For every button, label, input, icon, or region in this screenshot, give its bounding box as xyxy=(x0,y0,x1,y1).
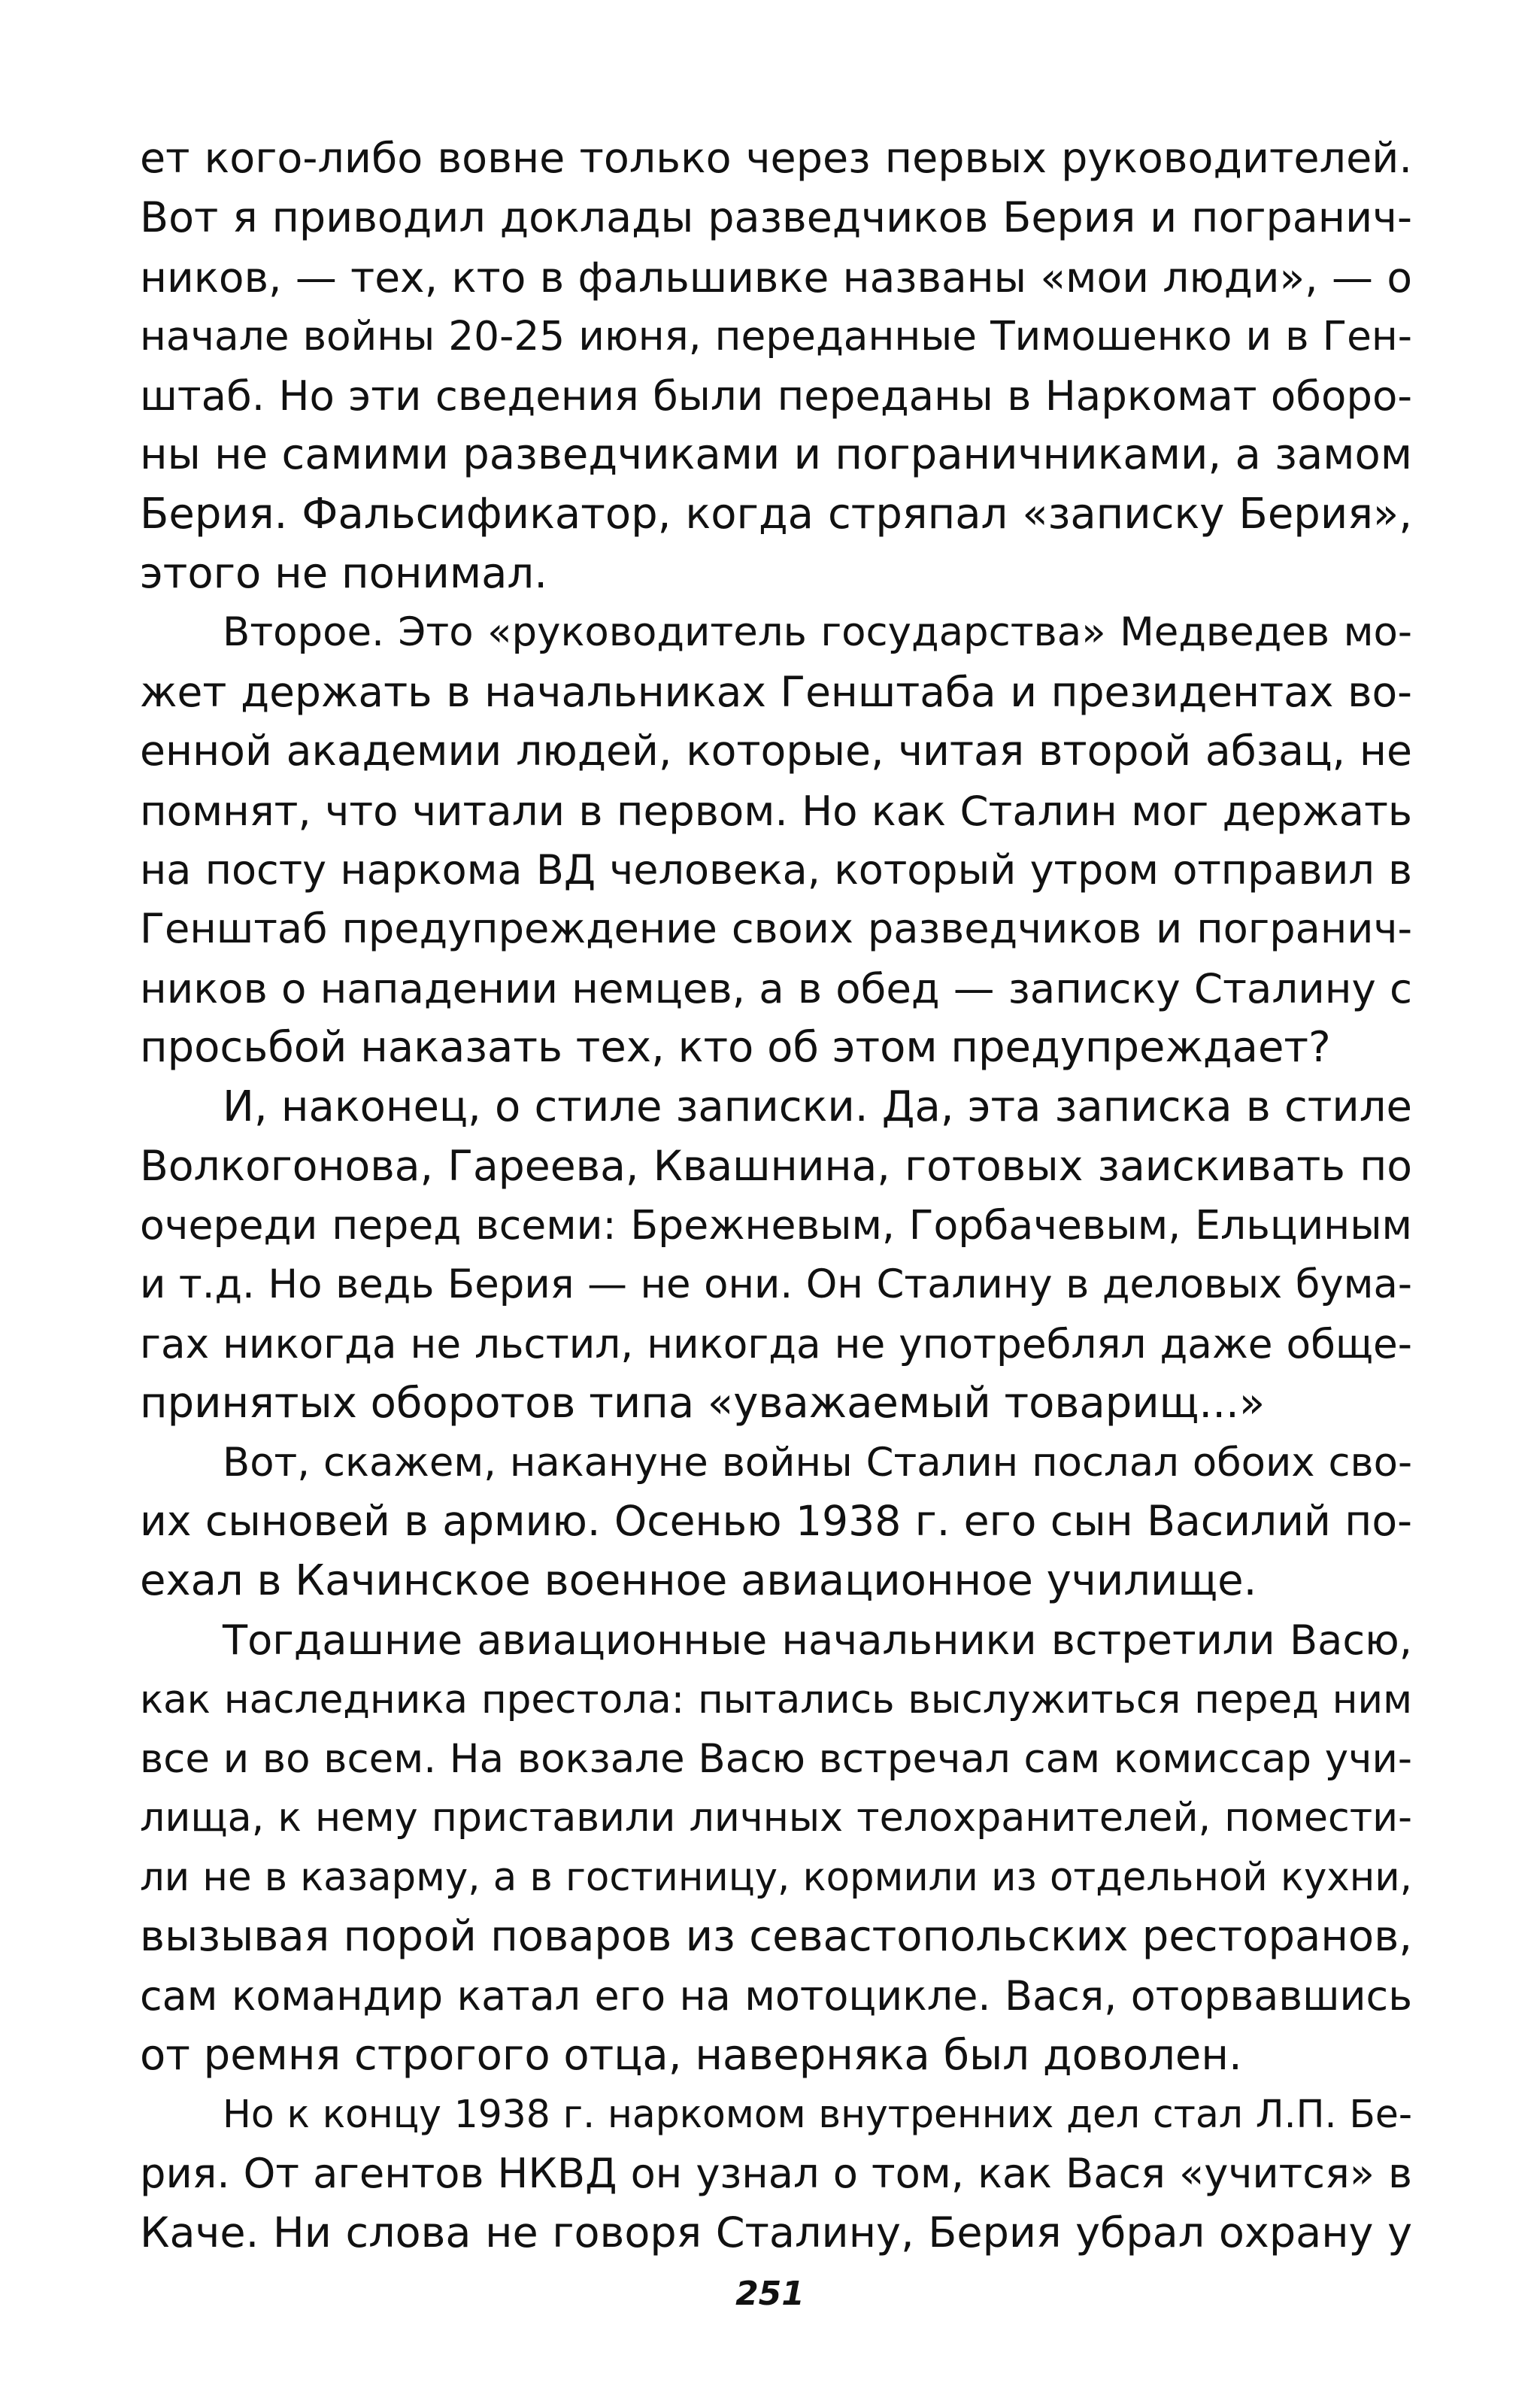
text-line: вызывая порой поваров из севастопольских ресторанов, xyxy=(140,1911,1412,1961)
text-line: гах никогда не льстил, никогда не употреблял даже обще- xyxy=(140,1320,1412,1367)
text-line: принятых оборотов типа «уважаемый товарищ...» xyxy=(140,1378,1266,1428)
text-line: штаб. Но эти сведения были переданы в Наркомат оборо- xyxy=(140,372,1412,420)
text-line: ет кого-либо вовне только через первых руководителей. xyxy=(140,134,1412,183)
text-line: помнят, что читали в первом. Но как Сталин мог держать xyxy=(140,786,1412,835)
text-line: Второе. Это «руководитель государства» Медведев мо- xyxy=(223,609,1412,656)
text-line: все и во всем. На вокзале Васю встречал сам комиссар учи- xyxy=(140,1735,1412,1782)
text-line: ехал в Качинское военное авиационное училище. xyxy=(140,1556,1257,1606)
text-line: начале войны 20-25 июня, переданные Тимошенко и в Ген- xyxy=(140,313,1412,360)
text-line: и т.д. Но ведь Берия — не они. Он Сталину в деловых бума- xyxy=(140,1261,1412,1308)
text-line: енной академии людей, которые, читая второй абзац, не xyxy=(140,727,1412,776)
page-number: 251 xyxy=(735,2275,805,2313)
text-line: просьбой наказать тех, кто об этом предупреждает? xyxy=(140,1022,1331,1072)
text-line: ников, — тех, кто в фальшивке названы «мои люди», — о xyxy=(140,253,1412,302)
text-line: Генштаб предупреждение своих разведчиков и погранич- xyxy=(140,905,1412,953)
text-line: этого не понимал. xyxy=(140,548,548,598)
text-line: от ремня строгого отца, наверняка был доволен. xyxy=(140,2030,1242,2080)
text-line: очереди перед всеми: Брежневым, Горбачевым, Ельциным xyxy=(140,1201,1412,1249)
text-line: Волкогонова, Гареева, Квашнина, готовых заискивать по xyxy=(140,1142,1412,1191)
body-text xyxy=(140,129,1412,2263)
text-line: И, наконец, о стиле записки. Да, эта записка в стиле xyxy=(223,1082,1412,1131)
text-line: Но к концу 1938 г. наркомом внутренних дел стал Л.П. Бе- xyxy=(223,2092,1412,2137)
text-line: рия. От агентов НКВД он узнал о том, как Вася «учится» в xyxy=(140,2150,1412,2198)
text-line: как наследника престола: пытались выслужиться перед ним xyxy=(140,1677,1412,1723)
text-line: Берия. Фальсификатор, когда стряпал «записку Берия», xyxy=(140,489,1412,539)
text-line: Каче. Ни слова не говоря Сталину, Берия убрал охрану у xyxy=(140,2208,1412,2257)
text-line: Тогдашние авиационные начальники встретили Васю, xyxy=(223,1616,1412,1664)
text-line: на посту наркома ВД человека, который утром отправил в xyxy=(140,845,1412,894)
text-line: жет держать в начальниках Генштаба и президентах во- xyxy=(140,668,1412,717)
text-line: сам командир катал его на мотоцикле. Вася, оторвавшись xyxy=(140,1971,1412,2020)
text-line: Вот, скажем, накануне войны Сталин послал обоих сво- xyxy=(223,1439,1412,1486)
text-line: ли не в казарму, а в гостиницу, кормили из отдельной кухни, xyxy=(140,1855,1412,1901)
text-line: их сыновей в армию. Осенью 1938 г. его сын Василий по- xyxy=(140,1498,1412,1547)
text-line: Вот я приводил доклады разведчиков Берия и погранич- xyxy=(140,193,1412,242)
text-line: ны не самими разведчиками и пограничниками, а замом xyxy=(140,430,1412,479)
text-line: ников о нападении немцев, а в обед — записку Сталину с xyxy=(140,964,1412,1013)
text-line: лища, к нему приставили личных телохранителей, помести- xyxy=(140,1795,1412,1841)
